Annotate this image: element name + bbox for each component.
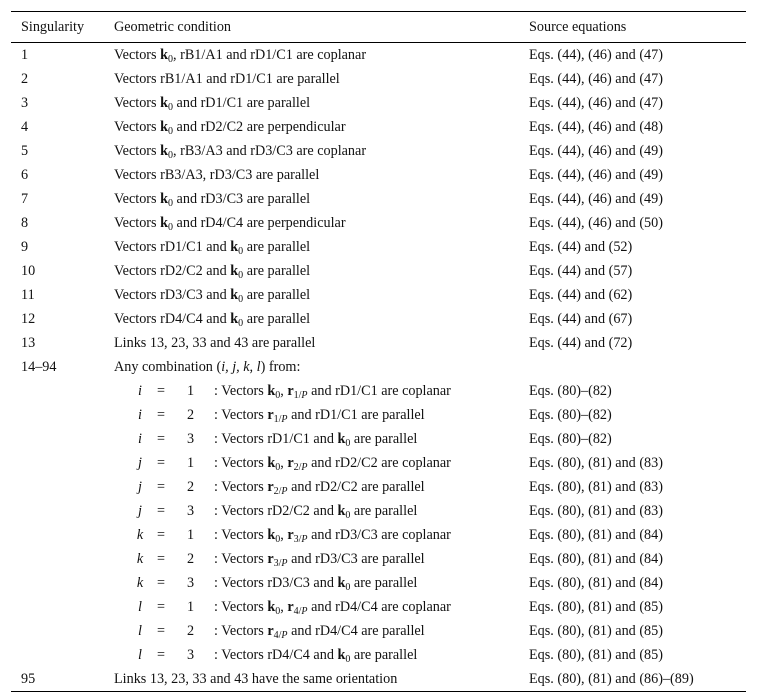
combination-variable: i [138, 383, 142, 399]
vector-subscript: 0 [238, 270, 244, 281]
table-row-combination [11, 355, 746, 379]
combination-value: 2 [187, 623, 195, 639]
vector-subscript: 0 [238, 318, 244, 329]
combination-variable: k [136, 551, 144, 567]
source-equations: Eqs. (44) and (67) [529, 311, 633, 327]
geometric-condition: Vectors rD3/C3 and $k_0$ are parallel [114, 287, 311, 305]
vector-symbol: r [267, 551, 274, 567]
vector-symbol: r [287, 383, 294, 399]
source-equations: Eqs. (44), (46) and (47) [529, 47, 663, 63]
combination-sub-row [11, 523, 746, 547]
geometric-condition: Vectors rD2/C2 and $k_0$ are parallel [114, 263, 311, 281]
combination-variable: k [136, 575, 144, 591]
table-row [11, 307, 746, 331]
source-equations: Eqs. (44), (46) and (49) [529, 167, 663, 183]
source-equations: Eqs. (80)–(82) [529, 431, 612, 447]
singularity-number: 1 [21, 47, 29, 63]
combination-sub-row [11, 571, 746, 595]
table-row [11, 283, 746, 307]
geometric-condition: Links 13, 23, 33 and 43 are parallel [114, 335, 316, 351]
geometric-condition: Vectors $k_0$ and rD1/C1 are parallel [114, 95, 311, 113]
combination-condition: : Vectors $r_{3/P}$ and rD3/C3 are parallel [214, 551, 425, 569]
singularity-number: 2 [21, 71, 29, 87]
vector-symbol: r [287, 527, 294, 543]
vector-symbol: k [337, 575, 346, 591]
equals-sign: = [157, 383, 166, 399]
combination-variable: i [138, 407, 142, 423]
singularity-number: 12 [21, 311, 36, 327]
table-row [11, 91, 746, 115]
vector-subscript: 0 [238, 294, 244, 305]
singularity-number: 4 [21, 119, 29, 135]
geometric-condition: Vectors rB1/A1 and rD1/C1 are parallel [114, 71, 340, 87]
source-equations: Eqs. (80), (81) and (84) [529, 527, 663, 543]
equals-sign: = [157, 575, 166, 591]
vector-subscript: 0 [168, 150, 173, 161]
combination-condition: : Vectors $r_{4/P}$ and rD4/C4 are parallel [214, 623, 425, 641]
vector-subscript: 0 [345, 654, 351, 665]
table-row [11, 667, 746, 691]
vector-subscript: 1/P [293, 390, 308, 401]
vector-symbol: k [267, 527, 276, 543]
combination-variable: k [136, 527, 144, 543]
vector-k-symbol: k [160, 191, 168, 207]
combination-condition: : Vectors rD4/C4 and $k_0$ are parallel [214, 647, 418, 665]
vector-k-symbol: k [160, 95, 168, 111]
singularity-number: 3 [21, 95, 29, 111]
source-equations: Eqs. (44), (46) and (47) [529, 95, 663, 111]
combination-condition: : Vectors rD1/C1 and $k_0$ are parallel [214, 431, 418, 449]
source-equations: Eqs. (80)–(82) [529, 407, 612, 423]
combination-variable: l [138, 647, 142, 663]
equals-sign: = [157, 503, 166, 519]
source-equations: Eqs. (80), (81) and (84) [529, 551, 663, 567]
source-equations: Eqs. (80), (81) and (83) [529, 503, 663, 519]
combination-value: 1 [187, 527, 195, 543]
table-row [11, 43, 746, 67]
source-equations: Eqs. (44), (46) and (48) [529, 119, 663, 135]
vector-subscript: 0 [275, 534, 281, 545]
combination-value: 1 [187, 455, 195, 471]
vector-symbol: k [267, 599, 276, 615]
vector-subscript: 0 [275, 462, 281, 473]
combination-sub-row [11, 595, 746, 619]
equals-sign: = [157, 455, 166, 471]
vector-subscript: 0 [168, 222, 173, 233]
combination-value: 2 [187, 551, 195, 567]
equals-sign: = [157, 479, 166, 495]
vector-subscript: 0 [345, 510, 351, 521]
vector-subscript: 0 [238, 246, 244, 257]
geometric-condition: Vectors rB3/A3, rD3/C3 are parallel [114, 167, 320, 183]
equals-sign: = [157, 431, 166, 447]
equals-sign: = [157, 407, 166, 423]
combination-variable: l [138, 623, 142, 639]
table-row [11, 67, 746, 91]
combination-value: 2 [187, 407, 195, 423]
singularity-number: 8 [21, 215, 29, 231]
source-equations: Eqs. (44), (46) and (49) [529, 143, 663, 159]
combination-variables: i, j, k, l [221, 359, 261, 375]
combination-condition: : Vectors $k_0$, $r_{1/P}$ and rD1/C1 are coplanar [214, 383, 451, 401]
source-equations: Eqs. (44) and (62) [529, 287, 633, 303]
singularity-number: 11 [21, 287, 35, 303]
singularity-number: 6 [21, 167, 29, 183]
vector-symbol: k [337, 647, 346, 663]
table-row [11, 163, 746, 187]
combination-condition: : Vectors rD2/C2 and $k_0$ are parallel [214, 503, 418, 521]
singularity-number: 95 [21, 671, 36, 687]
combination-value: 1 [187, 599, 195, 615]
vector-subscript: 0 [168, 54, 173, 65]
vector-k-symbol: k [230, 239, 239, 255]
combination-sub-row [11, 475, 746, 499]
vector-subscript: 0 [275, 606, 281, 617]
combination-sub-row [11, 403, 746, 427]
singularity-number: 7 [21, 191, 29, 207]
combination-sub-row [11, 619, 746, 643]
vector-subscript: 2/P [273, 486, 288, 497]
combination-condition: : Vectors rD3/C3 and $k_0$ are parallel [214, 575, 418, 593]
equals-sign: = [157, 551, 166, 567]
combination-sub-row [11, 379, 746, 403]
equals-sign: = [157, 647, 166, 663]
geometric-condition: Vectors $k_0$, rB1/A1 and rD1/C1 are coplanar [114, 47, 367, 65]
vector-k-symbol: k [160, 143, 168, 159]
vector-subscript: 0 [168, 126, 173, 137]
vector-symbol: k [337, 431, 346, 447]
source-equations: Eqs. (80), (81) and (83) [529, 455, 663, 471]
vector-symbol: k [267, 383, 276, 399]
table-header-row [11, 12, 746, 42]
combination-condition: : Vectors $k_0$, $r_{3/P}$ and rD3/C3 are coplanar [214, 527, 451, 545]
vector-subscript: 2/P [293, 462, 308, 473]
vector-symbol: r [287, 599, 294, 615]
combination-condition: : Vectors $r_{2/P}$ and rD2/C2 are parallel [214, 479, 425, 497]
geometric-condition: Vectors $k_0$ and rD2/C2 are perpendicular [114, 119, 346, 137]
combination-variable: i [138, 431, 142, 447]
vector-k-symbol: k [160, 215, 168, 231]
vector-symbol: r [267, 479, 274, 495]
vector-subscript: 4/P [273, 630, 288, 641]
source-equations: Eqs. (44) and (52) [529, 239, 633, 255]
combination-value: 2 [187, 479, 195, 495]
geometric-condition: Vectors $k_0$, rB3/A3 and rD3/C3 are coplanar [114, 143, 367, 161]
geometric-condition: Vectors $k_0$ and rD4/C4 are perpendicular [114, 215, 346, 233]
source-equations: Eqs. (80), (81) and (83) [529, 479, 663, 495]
source-equations: Eqs. (44), (46) and (47) [529, 71, 663, 87]
source-equations: Eqs. (80), (81) and (85) [529, 623, 663, 639]
source-equations: Eqs. (44), (46) and (50) [529, 215, 663, 231]
vector-symbol: r [287, 455, 294, 471]
vector-k-symbol: k [230, 287, 239, 303]
geometric-condition: Links 13, 23, 33 and 43 have the same orientation [114, 671, 398, 687]
combination-sub-row [11, 643, 746, 667]
source-equations: Eqs. (44) and (72) [529, 335, 633, 351]
vector-symbol: k [337, 503, 346, 519]
table-row [11, 259, 746, 283]
singularity-number: 9 [21, 239, 29, 255]
table-bottom-rule [11, 691, 746, 692]
table-row [11, 115, 746, 139]
combination-variable: j [138, 479, 142, 495]
source-equations: Eqs. (80), (81) and (86)–(89) [529, 671, 694, 687]
vector-k-symbol: k [230, 263, 239, 279]
singularity-number: 10 [21, 263, 36, 279]
vector-symbol: k [267, 455, 276, 471]
table-row [11, 211, 746, 235]
combination-variable: l [138, 599, 142, 615]
singularity-table [11, 11, 746, 692]
vector-subscript: 0 [168, 198, 173, 209]
combination-value: 1 [187, 383, 195, 399]
source-equations: Eqs. (44) and (57) [529, 263, 633, 279]
combination-sub-row [11, 451, 746, 475]
header-source-equations: Source equations [529, 19, 627, 35]
source-equations: Eqs. (80), (81) and (84) [529, 575, 663, 591]
combination-value: 3 [187, 575, 195, 591]
combination-sub-row [11, 427, 746, 451]
combination-condition: : Vectors $k_0$, $r_{4/P}$ and rD4/C4 are coplanar [214, 599, 451, 617]
equals-sign: = [157, 623, 166, 639]
geometric-condition: Vectors rD1/C1 and $k_0$ are parallel [114, 239, 311, 257]
vector-k-symbol: k [230, 311, 239, 327]
combination-value: 3 [187, 503, 195, 519]
vector-symbol: r [267, 407, 274, 423]
singularity-number: 14–94 [21, 359, 57, 375]
source-equations: Eqs. (80), (81) and (85) [529, 647, 663, 663]
vector-subscript: 1/P [273, 414, 288, 425]
header-singularity: Singularity [21, 19, 85, 35]
combination-sub-row [11, 547, 746, 571]
table-row [11, 187, 746, 211]
combination-condition: : Vectors $r_{1/P}$ and rD1/C1 are parallel [214, 407, 425, 425]
combination-intro: Any combination (i, j, k, l) from: [114, 359, 301, 375]
source-equations: Eqs. (80), (81) and (85) [529, 599, 663, 615]
vector-symbol: r [267, 623, 274, 639]
singularity-number: 5 [21, 143, 29, 159]
geometric-condition: Vectors rD4/C4 and $k_0$ are parallel [114, 311, 311, 329]
header-geometric-condition: Geometric condition [114, 19, 232, 35]
vector-k-symbol: k [160, 119, 168, 135]
source-equations: Eqs. (44), (46) and (49) [529, 191, 663, 207]
source-equations: Eqs. (80)–(82) [529, 383, 612, 399]
equals-sign: = [157, 527, 166, 543]
vector-k-symbol: k [160, 47, 168, 63]
combination-variable: j [138, 455, 142, 471]
combination-sub-row [11, 499, 746, 523]
singularity-number: 13 [21, 335, 36, 351]
vector-subscript: 3/P [273, 558, 288, 569]
geometric-condition: Vectors $k_0$ and rD3/C3 are parallel [114, 191, 311, 209]
vector-subscript: 0 [345, 438, 351, 449]
table-row [11, 235, 746, 259]
table-row [11, 331, 746, 355]
vector-subscript: 0 [345, 582, 351, 593]
vector-subscript: 0 [275, 390, 281, 401]
table-body [11, 43, 746, 691]
vector-subscript: 0 [168, 102, 173, 113]
combination-value: 3 [187, 431, 195, 447]
table-row [11, 139, 746, 163]
combination-value: 3 [187, 647, 195, 663]
equals-sign: = [157, 599, 166, 615]
combination-condition: : Vectors $k_0$, $r_{2/P}$ and rD2/C2 are coplanar [214, 455, 451, 473]
vector-subscript: 4/P [293, 606, 308, 617]
vector-subscript: 3/P [293, 534, 308, 545]
combination-variable: j [138, 503, 142, 519]
